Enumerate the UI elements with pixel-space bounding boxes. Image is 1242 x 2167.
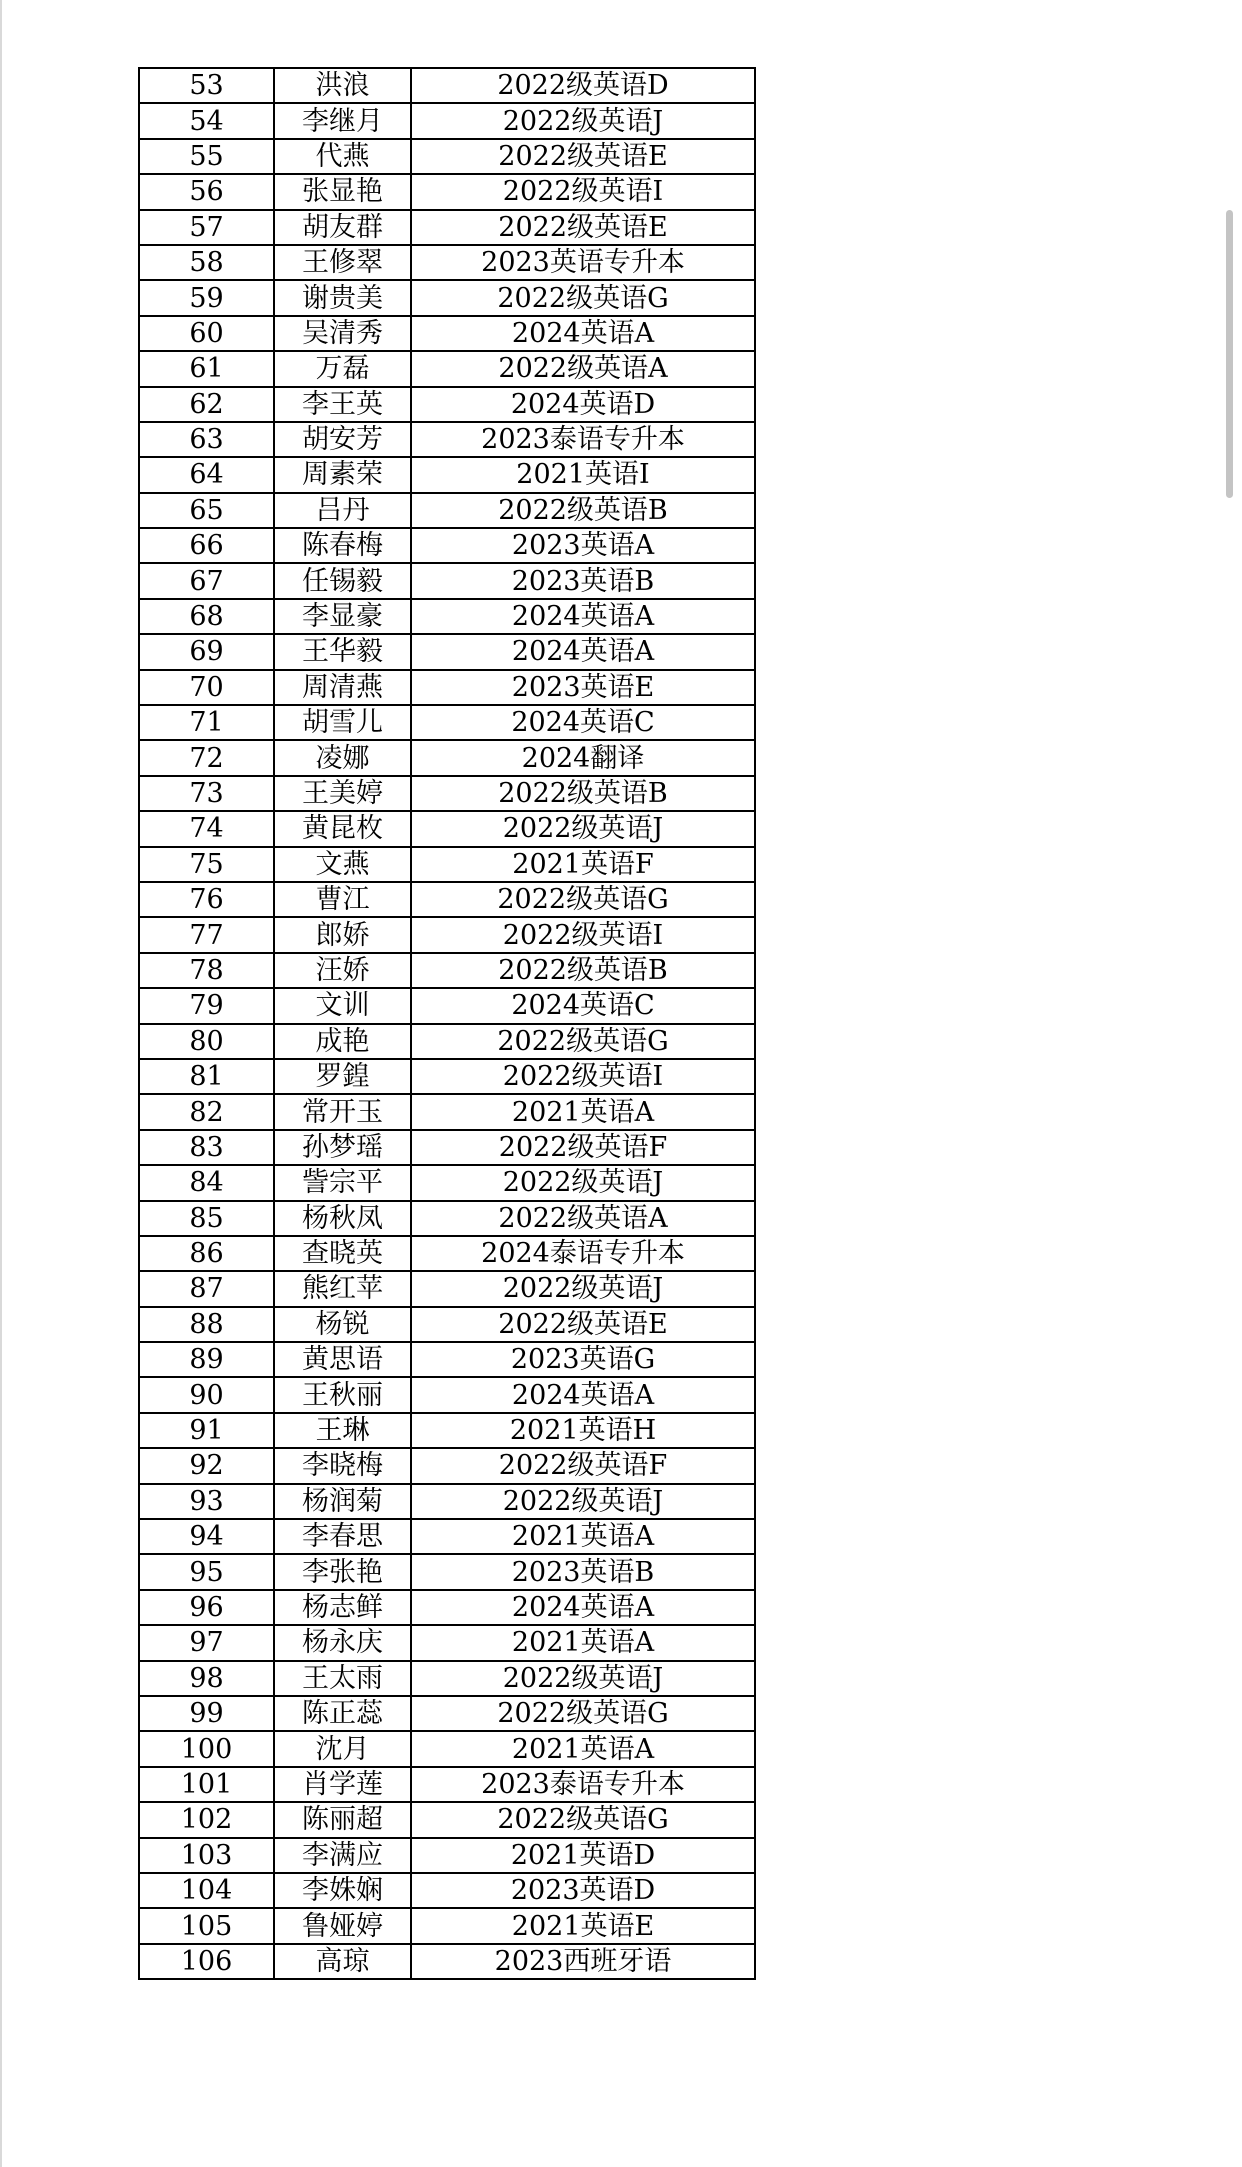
student-name-cell: 吴清秀 <box>274 316 411 351</box>
table-row <box>139 1130 755 1165</box>
class-name-cell: 2022级英语G <box>411 1696 755 1731</box>
table-row <box>139 1731 755 1766</box>
class-name-cell: 2022级英语B <box>411 953 755 988</box>
student-name-cell: 陈正蕊 <box>274 1696 411 1731</box>
class-name-cell: 2023英语专升本 <box>411 245 755 280</box>
student-name-cell: 熊红苹 <box>274 1271 411 1306</box>
table-row <box>139 988 755 1023</box>
class-name-cell: 2022级英语G <box>411 882 755 917</box>
student-name-cell: 沈月 <box>274 1731 411 1766</box>
row-number-cell: 75 <box>139 847 274 882</box>
table-row <box>139 1236 755 1271</box>
student-name-cell: 洪浪 <box>274 68 411 103</box>
page-left-edge <box>0 0 2 2167</box>
student-name-cell: 李显豪 <box>274 599 411 634</box>
student-name-cell: 杨润菊 <box>274 1484 411 1519</box>
class-name-cell: 2022级英语J <box>411 1484 755 1519</box>
table-row <box>139 103 755 138</box>
class-name-cell: 2021英语A <box>411 1731 755 1766</box>
row-number-cell: 79 <box>139 988 274 1023</box>
student-name-cell: 王秋丽 <box>274 1377 411 1412</box>
table-row <box>139 917 755 952</box>
class-name-cell: 2022级英语I <box>411 174 755 209</box>
row-number-cell: 95 <box>139 1554 274 1589</box>
student-name-cell: 杨志鲜 <box>274 1590 411 1625</box>
table-row <box>139 1201 755 1236</box>
student-name-cell: 李继月 <box>274 103 411 138</box>
table-row <box>139 174 755 209</box>
class-name-cell: 2021英语H <box>411 1413 755 1448</box>
class-name-cell: 2022级英语J <box>411 1271 755 1306</box>
table-row <box>139 1342 755 1377</box>
row-number-cell: 72 <box>139 740 274 775</box>
class-name-cell: 2022级英语B <box>411 493 755 528</box>
class-name-cell: 2021英语A <box>411 1519 755 1554</box>
row-number-cell: 66 <box>139 528 274 563</box>
table-row <box>139 387 755 422</box>
class-name-cell: 2024英语A <box>411 316 755 351</box>
table-row <box>139 1519 755 1554</box>
row-number-cell: 55 <box>139 139 274 174</box>
student-name-cell: 孙梦瑶 <box>274 1130 411 1165</box>
row-number-cell: 92 <box>139 1448 274 1483</box>
row-number-cell: 84 <box>139 1165 274 1200</box>
class-name-cell: 2024英语C <box>411 988 755 1023</box>
row-number-cell: 58 <box>139 245 274 280</box>
table-row <box>139 1094 755 1129</box>
student-name-cell: 鲁娅婷 <box>274 1908 411 1943</box>
student-name-cell: 李满应 <box>274 1838 411 1873</box>
row-number-cell: 106 <box>139 1944 274 1979</box>
class-name-cell: 2023英语B <box>411 563 755 598</box>
table-body <box>139 68 755 1979</box>
row-number-cell: 80 <box>139 1024 274 1059</box>
table-row <box>139 1554 755 1589</box>
row-number-cell: 89 <box>139 1342 274 1377</box>
table-row <box>139 1448 755 1483</box>
row-number-cell: 62 <box>139 387 274 422</box>
student-name-cell: 王太雨 <box>274 1661 411 1696</box>
row-number-cell: 61 <box>139 351 274 386</box>
table-row <box>139 882 755 917</box>
student-name-cell: 訾宗平 <box>274 1165 411 1200</box>
row-number-cell: 74 <box>139 811 274 846</box>
row-number-cell: 101 <box>139 1767 274 1802</box>
row-number-cell: 103 <box>139 1838 274 1873</box>
table-row <box>139 953 755 988</box>
class-name-cell: 2024英语A <box>411 1377 755 1412</box>
class-name-cell: 2022级英语E <box>411 210 755 245</box>
row-number-cell: 70 <box>139 670 274 705</box>
table-row <box>139 705 755 740</box>
class-name-cell: 2023泰语专升本 <box>411 422 755 457</box>
row-number-cell: 59 <box>139 280 274 315</box>
class-name-cell: 2021英语D <box>411 1838 755 1873</box>
row-number-cell: 83 <box>139 1130 274 1165</box>
row-number-cell: 86 <box>139 1236 274 1271</box>
class-name-cell: 2023英语A <box>411 528 755 563</box>
student-list-table <box>138 67 756 1980</box>
class-name-cell: 2022级英语J <box>411 1661 755 1696</box>
class-name-cell: 2022级英语A <box>411 351 755 386</box>
table-row <box>139 1590 755 1625</box>
table-row <box>139 68 755 103</box>
table-row <box>139 457 755 492</box>
student-name-cell: 王华毅 <box>274 634 411 669</box>
student-name-cell: 查晓英 <box>274 1236 411 1271</box>
class-name-cell: 2024泰语专升本 <box>411 1236 755 1271</box>
class-name-cell: 2022级英语J <box>411 103 755 138</box>
table-row <box>139 1625 755 1660</box>
table-row <box>139 1944 755 1979</box>
class-name-cell: 2022级英语G <box>411 1802 755 1837</box>
table-row <box>139 1165 755 1200</box>
table-row <box>139 1696 755 1731</box>
student-name-cell: 万磊 <box>274 351 411 386</box>
class-name-cell: 2024英语D <box>411 387 755 422</box>
table-row <box>139 1307 755 1342</box>
class-name-cell: 2023英语D <box>411 1873 755 1908</box>
class-name-cell: 2023英语B <box>411 1554 755 1589</box>
row-number-cell: 90 <box>139 1377 274 1412</box>
student-name-cell: 谢贵美 <box>274 280 411 315</box>
table-row <box>139 245 755 280</box>
student-name-cell: 文燕 <box>274 847 411 882</box>
row-number-cell: 68 <box>139 599 274 634</box>
row-number-cell: 57 <box>139 210 274 245</box>
student-name-cell: 胡雪儿 <box>274 705 411 740</box>
row-number-cell: 97 <box>139 1625 274 1660</box>
student-name-cell: 王美婷 <box>274 776 411 811</box>
student-name-cell: 肖学莲 <box>274 1767 411 1802</box>
table-row <box>139 811 755 846</box>
student-name-cell: 周清燕 <box>274 670 411 705</box>
row-number-cell: 53 <box>139 68 274 103</box>
vertical-scrollbar[interactable] <box>1226 210 1233 498</box>
table-row <box>139 1908 755 1943</box>
table-row <box>139 1767 755 1802</box>
row-number-cell: 98 <box>139 1661 274 1696</box>
table-row <box>139 280 755 315</box>
student-name-cell: 常开玉 <box>274 1094 411 1129</box>
row-number-cell: 76 <box>139 882 274 917</box>
table-row <box>139 740 755 775</box>
table-row <box>139 776 755 811</box>
row-number-cell: 85 <box>139 1201 274 1236</box>
row-number-cell: 73 <box>139 776 274 811</box>
class-name-cell: 2024英语A <box>411 634 755 669</box>
class-name-cell: 2024英语A <box>411 1590 755 1625</box>
student-name-cell: 胡安芳 <box>274 422 411 457</box>
student-name-cell: 李姝娴 <box>274 1873 411 1908</box>
student-name-cell: 周素荣 <box>274 457 411 492</box>
row-number-cell: 60 <box>139 316 274 351</box>
student-name-cell: 陈丽超 <box>274 1802 411 1837</box>
row-number-cell: 64 <box>139 457 274 492</box>
table-row <box>139 1838 755 1873</box>
class-name-cell: 2022级英语I <box>411 917 755 952</box>
student-name-cell: 李晓梅 <box>274 1448 411 1483</box>
student-name-cell: 李春思 <box>274 1519 411 1554</box>
row-number-cell: 78 <box>139 953 274 988</box>
table-row <box>139 1484 755 1519</box>
class-name-cell: 2022级英语B <box>411 776 755 811</box>
class-name-cell: 2022级英语E <box>411 1307 755 1342</box>
table-row <box>139 210 755 245</box>
student-name-cell: 杨秋凤 <box>274 1201 411 1236</box>
student-name-cell: 任锡毅 <box>274 563 411 598</box>
row-number-cell: 104 <box>139 1873 274 1908</box>
class-name-cell: 2022级英语F <box>411 1130 755 1165</box>
table-row <box>139 316 755 351</box>
student-name-cell: 王琳 <box>274 1413 411 1448</box>
table-row <box>139 1059 755 1094</box>
row-number-cell: 91 <box>139 1413 274 1448</box>
row-number-cell: 56 <box>139 174 274 209</box>
table-row <box>139 493 755 528</box>
row-number-cell: 87 <box>139 1271 274 1306</box>
row-number-cell: 99 <box>139 1696 274 1731</box>
class-name-cell: 2021英语I <box>411 457 755 492</box>
table-row <box>139 847 755 882</box>
student-name-cell: 曹江 <box>274 882 411 917</box>
class-name-cell: 2023英语G <box>411 1342 755 1377</box>
table-row <box>139 1413 755 1448</box>
student-name-cell: 文训 <box>274 988 411 1023</box>
class-name-cell: 2024英语A <box>411 599 755 634</box>
student-name-cell: 高琼 <box>274 1944 411 1979</box>
row-number-cell: 94 <box>139 1519 274 1554</box>
row-number-cell: 93 <box>139 1484 274 1519</box>
row-number-cell: 96 <box>139 1590 274 1625</box>
class-name-cell: 2024英语C <box>411 705 755 740</box>
student-name-cell: 吕丹 <box>274 493 411 528</box>
row-number-cell: 71 <box>139 705 274 740</box>
student-name-cell: 李张艳 <box>274 1554 411 1589</box>
row-number-cell: 105 <box>139 1908 274 1943</box>
student-name-cell: 黄昆枚 <box>274 811 411 846</box>
table-row <box>139 139 755 174</box>
row-number-cell: 65 <box>139 493 274 528</box>
row-number-cell: 102 <box>139 1802 274 1837</box>
class-name-cell: 2023西班牙语 <box>411 1944 755 1979</box>
row-number-cell: 88 <box>139 1307 274 1342</box>
class-name-cell: 2022级英语J <box>411 811 755 846</box>
student-name-cell: 郎娇 <box>274 917 411 952</box>
student-name-cell: 杨永庆 <box>274 1625 411 1660</box>
class-name-cell: 2022级英语E <box>411 139 755 174</box>
class-name-cell: 2021英语A <box>411 1625 755 1660</box>
class-name-cell: 2022级英语F <box>411 1448 755 1483</box>
row-number-cell: 82 <box>139 1094 274 1129</box>
student-name-cell: 张显艳 <box>274 174 411 209</box>
table-row <box>139 599 755 634</box>
table-row <box>139 1271 755 1306</box>
table-row <box>139 1661 755 1696</box>
student-name-cell: 黄思语 <box>274 1342 411 1377</box>
class-name-cell: 2021英语A <box>411 1094 755 1129</box>
row-number-cell: 67 <box>139 563 274 598</box>
row-number-cell: 69 <box>139 634 274 669</box>
table-row <box>139 422 755 457</box>
student-name-cell: 凌娜 <box>274 740 411 775</box>
student-name-cell: 杨锐 <box>274 1307 411 1342</box>
student-name-cell: 罗鍠 <box>274 1059 411 1094</box>
row-number-cell: 100 <box>139 1731 274 1766</box>
class-name-cell: 2023泰语专升本 <box>411 1767 755 1802</box>
table-row <box>139 563 755 598</box>
class-name-cell: 2021英语F <box>411 847 755 882</box>
table-row <box>139 634 755 669</box>
table-row <box>139 1024 755 1059</box>
student-name-cell: 汪娇 <box>274 953 411 988</box>
student-name-cell: 成艳 <box>274 1024 411 1059</box>
class-name-cell: 2023英语E <box>411 670 755 705</box>
class-name-cell: 2022级英语G <box>411 1024 755 1059</box>
table-row <box>139 1802 755 1837</box>
class-name-cell: 2021英语E <box>411 1908 755 1943</box>
table-row <box>139 1377 755 1412</box>
row-number-cell: 81 <box>139 1059 274 1094</box>
table-row <box>139 351 755 386</box>
table-row <box>139 1873 755 1908</box>
row-number-cell: 54 <box>139 103 274 138</box>
class-name-cell: 2022级英语I <box>411 1059 755 1094</box>
class-name-cell: 2022级英语D <box>411 68 755 103</box>
class-name-cell: 2024翻译 <box>411 740 755 775</box>
class-name-cell: 2022级英语J <box>411 1165 755 1200</box>
student-name-cell: 王修翠 <box>274 245 411 280</box>
row-number-cell: 77 <box>139 917 274 952</box>
class-name-cell: 2022级英语A <box>411 1201 755 1236</box>
student-name-cell: 李王英 <box>274 387 411 422</box>
student-name-cell: 代燕 <box>274 139 411 174</box>
row-number-cell: 63 <box>139 422 274 457</box>
table-row <box>139 670 755 705</box>
table-row <box>139 528 755 563</box>
student-name-cell: 陈春梅 <box>274 528 411 563</box>
student-name-cell: 胡友群 <box>274 210 411 245</box>
class-name-cell: 2022级英语G <box>411 280 755 315</box>
